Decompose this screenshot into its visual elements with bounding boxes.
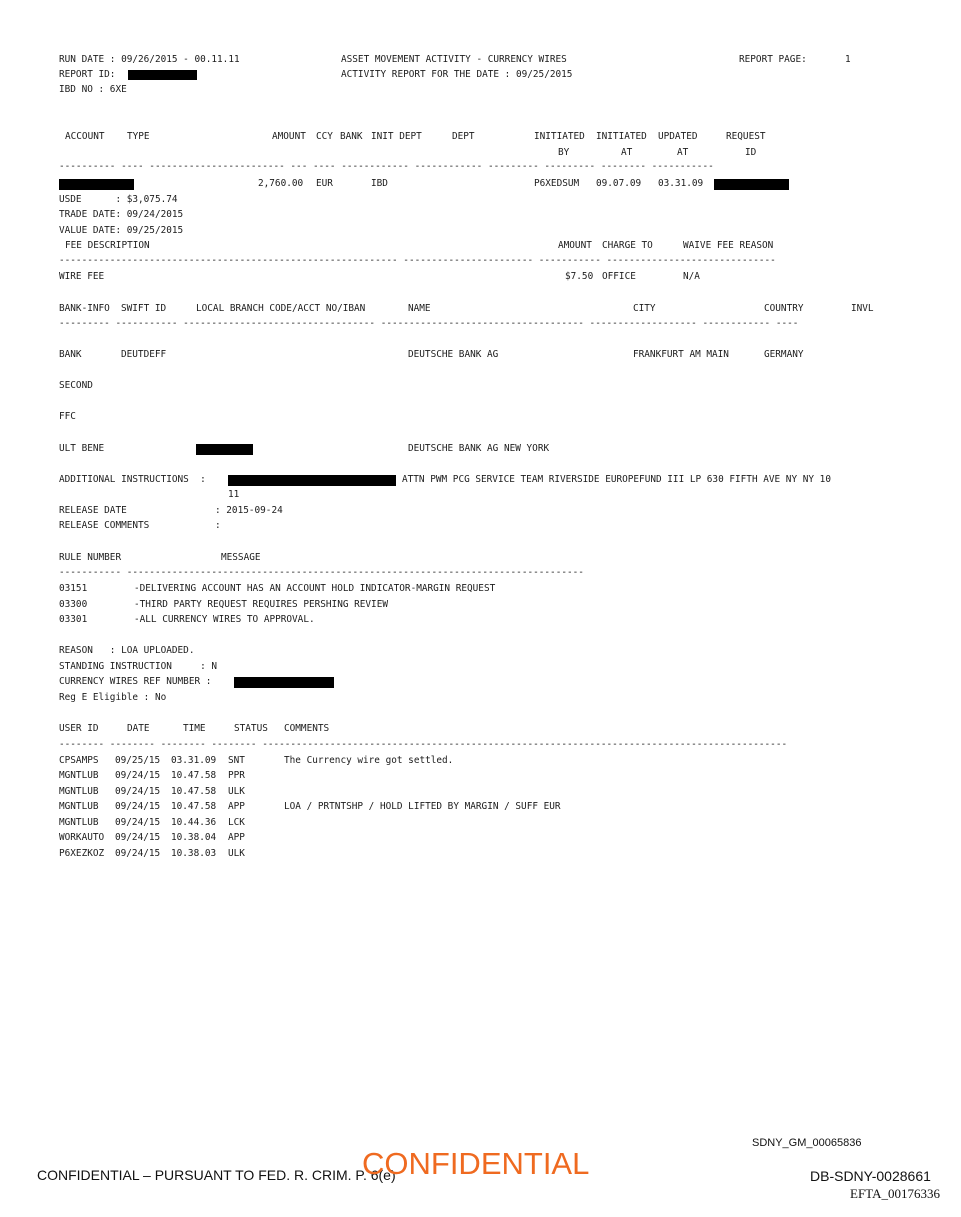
separator-line: -------- -------- -------- -------- --------------------------------------------------------------------------------------------- bbox=[59, 739, 788, 750]
log-date: 09/24/15 bbox=[115, 817, 161, 828]
log-status: SNT bbox=[228, 755, 245, 766]
log-date: 09/24/15 bbox=[115, 832, 161, 843]
reg-e-eligible: Reg E Eligible : No bbox=[59, 692, 167, 703]
row-ccy: EUR bbox=[316, 178, 333, 189]
release-comments-label: RELEASE COMMENTS bbox=[59, 520, 150, 531]
bank-header-name: NAME bbox=[408, 303, 431, 314]
bank-header-local: LOCAL BRANCH CODE/ACCT NO/IBAN bbox=[196, 303, 366, 314]
bank-row-name: DEUTSCHE BANK AG bbox=[408, 349, 499, 360]
redaction-bar bbox=[714, 179, 789, 190]
log-time: 10.44.36 bbox=[171, 817, 217, 828]
bank-header-swift: SWIFT ID bbox=[121, 303, 167, 314]
log-date: 09/24/15 bbox=[115, 786, 161, 797]
release-comments-value: : bbox=[215, 520, 221, 531]
row-initiated-by: P6XEDSUM bbox=[534, 178, 580, 189]
fee-header-waive-reason: WAIVE FEE REASON bbox=[683, 240, 774, 251]
log-status: PPR bbox=[228, 770, 245, 781]
log-user-id: MGNTLUB bbox=[59, 770, 99, 781]
usde-value: USDE : $3,075.74 bbox=[59, 194, 178, 205]
col-header-updated-at: UPDATED bbox=[658, 131, 698, 142]
log-user-id: MGNTLUB bbox=[59, 817, 99, 828]
separator-line: ------------------------------------------------------------ ----------------------- ----------- ------------------------------ bbox=[59, 255, 776, 266]
fee-description: WIRE FEE bbox=[59, 271, 105, 282]
col-header-request-id: REQUEST bbox=[726, 131, 766, 142]
log-comment: The Currency wire got settled. bbox=[284, 755, 454, 766]
rule-number: 03151 bbox=[59, 583, 88, 594]
standing-instruction: STANDING INSTRUCTION : N bbox=[59, 661, 218, 672]
log-status: LCK bbox=[228, 817, 245, 828]
confidential-stamp: CONFIDENTIAL bbox=[362, 1146, 590, 1181]
fee-amount: $7.50 bbox=[565, 271, 594, 282]
bank-row-label: BANK bbox=[59, 349, 82, 360]
report-subtitle: ACTIVITY REPORT FOR THE DATE : 09/25/2015 bbox=[341, 69, 573, 80]
col-header-id: ID bbox=[745, 147, 757, 158]
bates-sdny: SDNY_GM_00065836 bbox=[752, 1137, 862, 1149]
release-date-value: : 2015-09-24 bbox=[215, 505, 283, 516]
log-date: 09/24/15 bbox=[115, 801, 161, 812]
bank-row-country: GERMANY bbox=[764, 349, 804, 360]
ult-bene-label: ULT BENE bbox=[59, 443, 105, 454]
bank-header-bankinfo: BANK-INFO bbox=[59, 303, 110, 314]
col-header-init-dept: INIT DEPT bbox=[371, 131, 422, 142]
fee-header-amount: AMOUNT bbox=[558, 240, 592, 251]
additional-instructions-label: ADDITIONAL INSTRUCTIONS : bbox=[59, 474, 206, 485]
log-status: APP bbox=[228, 832, 245, 843]
log-date: 09/24/15 bbox=[115, 848, 161, 859]
log-header-user-id: USER ID bbox=[59, 723, 99, 734]
redaction-bar bbox=[234, 677, 334, 688]
confidential-notice: CONFIDENTIAL – PURSUANT TO FED. R. CRIM. P. 6(e) bbox=[37, 1167, 396, 1183]
log-time: 10.38.04 bbox=[171, 832, 217, 843]
log-user-id: MGNTLUB bbox=[59, 786, 99, 797]
rule-message: -DELIVERING ACCOUNT HAS AN ACCOUNT HOLD INDICATOR-MARGIN REQUEST bbox=[134, 583, 496, 594]
col-header-initiated-at: INITIATED bbox=[596, 131, 647, 142]
redaction-bar bbox=[59, 179, 134, 190]
rule-header-message: MESSAGE bbox=[221, 552, 261, 563]
bank-header-country: COUNTRY bbox=[764, 303, 804, 314]
col-header-type: TYPE bbox=[127, 131, 150, 142]
col-header-initiated-by: INITIATED bbox=[534, 131, 585, 142]
reason: REASON : LOA UPLOADED. bbox=[59, 645, 195, 656]
col-header-account: ACCOUNT bbox=[65, 131, 105, 142]
redaction-bar bbox=[196, 444, 253, 455]
report-title: ASSET MOVEMENT ACTIVITY - CURRENCY WIRES bbox=[341, 54, 567, 65]
redaction-bar bbox=[128, 70, 197, 80]
rule-message: -THIRD PARTY REQUEST REQUIRES PERSHING REVIEW bbox=[134, 599, 388, 610]
row-updated-at: 03.31.09 bbox=[658, 178, 704, 189]
log-user-id: P6XEZKOZ bbox=[59, 848, 105, 859]
log-time: 10.47.58 bbox=[171, 801, 217, 812]
log-comment: LOA / PRTNTSHP / HOLD LIFTED BY MARGIN / SUFF EUR bbox=[284, 801, 561, 812]
bank-header-invl: INVL bbox=[851, 303, 874, 314]
col-header-bank: BANK bbox=[340, 131, 363, 142]
ibd-no: IBD NO : 6XE bbox=[59, 84, 127, 95]
log-header-time: TIME bbox=[183, 723, 206, 734]
col-header-amount: AMOUNT bbox=[272, 131, 306, 142]
fee-waive-reason: N/A bbox=[683, 271, 700, 282]
trade-date: TRADE DATE: 09/24/2015 bbox=[59, 209, 184, 220]
rule-message: -ALL CURRENCY WIRES TO APPROVAL. bbox=[134, 614, 315, 625]
bates-efta: EFTA_00176336 bbox=[850, 1186, 940, 1201]
release-date-label: RELEASE DATE bbox=[59, 505, 127, 516]
report-page-label: REPORT PAGE: bbox=[739, 54, 807, 65]
separator-line: --------- ----------- ---------------------------------- ------------------------------------ ------------------- ------------ ---- bbox=[59, 318, 799, 329]
redaction-bar bbox=[228, 475, 396, 486]
ffc-row-label: FFC bbox=[59, 411, 76, 422]
log-status: APP bbox=[228, 801, 245, 812]
log-time: 10.38.03 bbox=[171, 848, 217, 859]
log-time: 10.47.58 bbox=[171, 770, 217, 781]
log-user-id: CPSAMPS bbox=[59, 755, 99, 766]
rule-header-number: RULE NUMBER bbox=[59, 552, 122, 563]
log-header-comments: COMMENTS bbox=[284, 723, 330, 734]
second-row-label: SECOND bbox=[59, 380, 93, 391]
log-status: ULK bbox=[228, 786, 245, 797]
value-date: VALUE DATE: 09/25/2015 bbox=[59, 225, 184, 236]
rule-number: 03300 bbox=[59, 599, 88, 610]
additional-instructions-text: ATTN PWM PCG SERVICE TEAM RIVERSIDE EUROPEFUND III LP 630 FIFTH AVE NY NY 10 bbox=[402, 474, 831, 485]
log-header-status: STATUS bbox=[234, 723, 268, 734]
fee-charge-to: OFFICE bbox=[602, 271, 636, 282]
fee-header-charge-to: CHARGE TO bbox=[602, 240, 653, 251]
col-header-at-1: AT bbox=[621, 147, 633, 158]
col-header-at-2: AT bbox=[677, 147, 689, 158]
col-header-ccy: CCY bbox=[316, 131, 333, 142]
run-date: RUN DATE : 09/26/2015 - 00.11.11 bbox=[59, 54, 240, 65]
log-time: 03.31.09 bbox=[171, 755, 217, 766]
log-time: 10.47.58 bbox=[171, 786, 217, 797]
bank-row-swift: DEUTDEFF bbox=[121, 349, 167, 360]
rule-number: 03301 bbox=[59, 614, 88, 625]
ult-bene-name: DEUTSCHE BANK AG NEW YORK bbox=[408, 443, 550, 454]
currency-wires-ref-label: CURRENCY WIRES REF NUMBER : bbox=[59, 676, 212, 687]
log-user-id: WORKAUTO bbox=[59, 832, 105, 843]
separator-line: ----------- --------------------------------------------------------------------------------- bbox=[59, 567, 584, 578]
additional-instructions-continuation: 11 bbox=[228, 489, 240, 500]
log-user-id: MGNTLUB bbox=[59, 801, 99, 812]
col-header-dept: DEPT bbox=[452, 131, 475, 142]
col-header-by: BY bbox=[558, 147, 570, 158]
report-id-label: REPORT ID: bbox=[59, 69, 116, 80]
separator-line: ---------- ---- ------------------------ --- ---- ------------ ------------ --------- --------- -------- ----------- bbox=[59, 161, 714, 172]
report-page-number: 1 bbox=[845, 54, 851, 65]
bates-db-sdny: DB-SDNY-0028661 bbox=[810, 1168, 931, 1184]
bank-row-city: FRANKFURT AM MAIN bbox=[633, 349, 729, 360]
log-date: 09/25/15 bbox=[115, 755, 161, 766]
fee-header-description: FEE DESCRIPTION bbox=[65, 240, 150, 251]
row-initiated-at: 09.07.09 bbox=[596, 178, 642, 189]
log-status: ULK bbox=[228, 848, 245, 859]
log-header-date: DATE bbox=[127, 723, 150, 734]
row-amount: 2,760.00 bbox=[258, 178, 304, 189]
row-bank: IBD bbox=[371, 178, 388, 189]
log-date: 09/24/15 bbox=[115, 770, 161, 781]
bank-header-city: CITY bbox=[633, 303, 656, 314]
